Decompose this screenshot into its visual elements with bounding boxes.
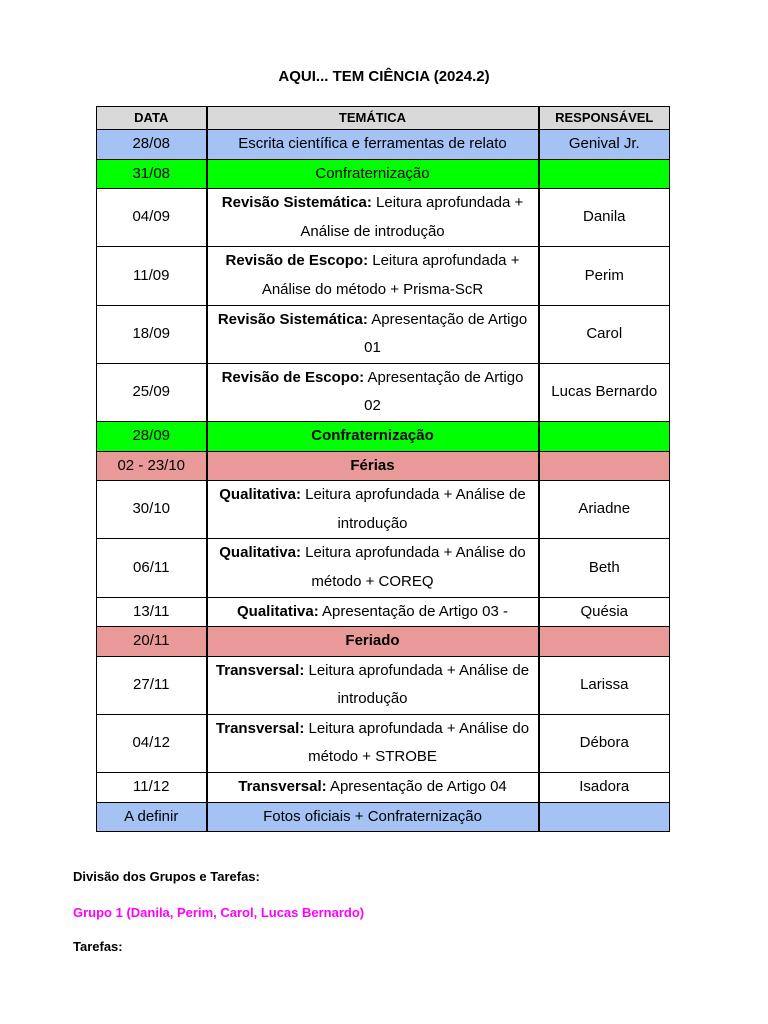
table-row xyxy=(97,451,670,481)
table-row xyxy=(97,539,670,597)
table-header-row xyxy=(97,107,670,130)
division-title: Divisão dos Grupos e Tarefas: xyxy=(73,869,260,884)
row-theme xyxy=(207,247,539,305)
table-row xyxy=(97,656,670,714)
table-row xyxy=(97,597,670,627)
row-theme xyxy=(207,159,539,189)
row-theme xyxy=(207,363,539,421)
theme-text: Leitura aprofundada + Análise de introdução xyxy=(304,661,530,708)
row-date: 11/12 xyxy=(97,773,207,803)
row-theme xyxy=(207,481,539,539)
row-responsible: Larissa xyxy=(539,656,670,714)
header-theme: TEMÁTICA xyxy=(207,107,539,130)
row-responsible xyxy=(539,627,670,657)
row-date: 25/09 xyxy=(97,363,207,421)
row-date: 13/11 xyxy=(97,597,207,627)
row-date: 18/09 xyxy=(97,305,207,363)
table-row xyxy=(97,130,670,160)
row-responsible: Beth xyxy=(539,539,670,597)
table-row xyxy=(97,714,670,772)
theme-text: Apresentação de Artigo 02 xyxy=(364,368,524,415)
row-responsible: Genival Jr. xyxy=(539,130,670,160)
theme-category: Revisão Sistemática: xyxy=(221,194,372,212)
row-responsible: Danila xyxy=(539,189,670,247)
row-responsible: Débora xyxy=(539,714,670,772)
table-row xyxy=(97,189,670,247)
page-title: AQUI... TEM CIÊNCIA (2024.2) xyxy=(278,68,490,85)
group-1-label: Grupo 1 (Danila, Perim, Carol, Lucas Bernardo) xyxy=(73,905,365,920)
theme-category: Qualitativa: xyxy=(219,486,301,504)
table-row xyxy=(97,363,670,421)
row-responsible: Isadora xyxy=(539,773,670,803)
row-date: 28/08 xyxy=(97,130,207,160)
table-row xyxy=(97,159,670,189)
row-date: 04/12 xyxy=(97,714,207,772)
row-theme xyxy=(207,714,539,772)
row-theme xyxy=(207,597,539,627)
theme-text: Apresentação de Artigo 04 xyxy=(326,778,507,796)
row-theme xyxy=(207,627,539,657)
theme-category: Qualitativa: xyxy=(219,544,301,562)
row-theme xyxy=(207,802,539,832)
table-row xyxy=(97,305,670,363)
table-row xyxy=(97,773,670,803)
row-theme xyxy=(207,656,539,714)
theme-category: Revisão de Escopo: xyxy=(225,252,369,270)
table-row xyxy=(97,802,670,832)
row-responsible xyxy=(539,802,670,832)
row-date: 04/09 xyxy=(97,189,207,247)
theme-text: Fotos oficiais + Confraternização xyxy=(263,807,482,825)
row-date: 27/11 xyxy=(97,656,207,714)
table-row xyxy=(97,627,670,657)
theme-text: Leitura aprofundada + Análise do método + Prisma-ScR xyxy=(261,252,520,298)
header-date: DATA xyxy=(97,107,207,130)
row-theme xyxy=(207,421,539,451)
row-theme xyxy=(207,189,539,247)
theme-text: Apresentação de Artigo 01 xyxy=(364,310,528,357)
theme-category: Férias xyxy=(350,456,395,474)
theme-text: Apresentação de Artigo 03 - xyxy=(318,602,508,620)
row-date: 30/10 xyxy=(97,481,207,539)
row-date: 11/09 xyxy=(97,247,207,305)
row-responsible: Carol xyxy=(539,305,670,363)
row-responsible xyxy=(539,159,670,189)
row-date: 02 - 23/10 xyxy=(97,451,207,481)
theme-category: Transversal: xyxy=(238,778,327,796)
row-date: 28/09 xyxy=(97,421,207,451)
row-theme xyxy=(207,773,539,803)
theme-text: Leitura aprofundada + Análise de introdução xyxy=(300,486,526,532)
theme-category: Qualitativa: xyxy=(237,602,319,620)
table-row xyxy=(97,421,670,451)
theme-category: Transversal: xyxy=(215,719,305,737)
table-row xyxy=(97,481,670,539)
row-date: 06/11 xyxy=(97,539,207,597)
row-date: 31/08 xyxy=(97,159,207,189)
row-date: A definir xyxy=(97,802,207,832)
theme-text: Confraternização xyxy=(315,164,430,182)
row-responsible xyxy=(539,451,670,481)
tasks-label: Tarefas: xyxy=(73,939,123,954)
row-theme xyxy=(207,451,539,481)
row-responsible: Ariadne xyxy=(539,481,670,539)
theme-text: Leitura aprofundada + Análise de introdução xyxy=(300,194,524,240)
table-row xyxy=(97,247,670,305)
row-responsible: Quésia xyxy=(539,597,670,627)
row-responsible: Lucas Bernardo xyxy=(539,363,670,421)
schedule-table xyxy=(96,106,670,832)
row-theme xyxy=(207,130,539,160)
row-responsible xyxy=(539,421,670,451)
row-responsible: Perim xyxy=(539,247,670,305)
theme-category: Transversal: xyxy=(215,661,305,679)
theme-text: Leitura aprofundada + Análise do método + COREQ xyxy=(300,544,526,590)
row-date: 20/11 xyxy=(97,627,207,657)
header-responsible: RESPONSÁVEL xyxy=(539,107,670,130)
theme-text: Escrita científica e ferramentas de relato xyxy=(238,135,507,152)
theme-text: Leitura aprofundada + Análise do método + STROBE xyxy=(304,719,530,766)
theme-category: Revisão Sistemática: xyxy=(217,310,368,328)
theme-category: Confraternização xyxy=(311,426,434,444)
theme-category: Feriado xyxy=(345,632,400,650)
row-theme xyxy=(207,305,539,363)
row-theme xyxy=(207,539,539,597)
theme-category: Revisão de Escopo: xyxy=(221,368,365,386)
